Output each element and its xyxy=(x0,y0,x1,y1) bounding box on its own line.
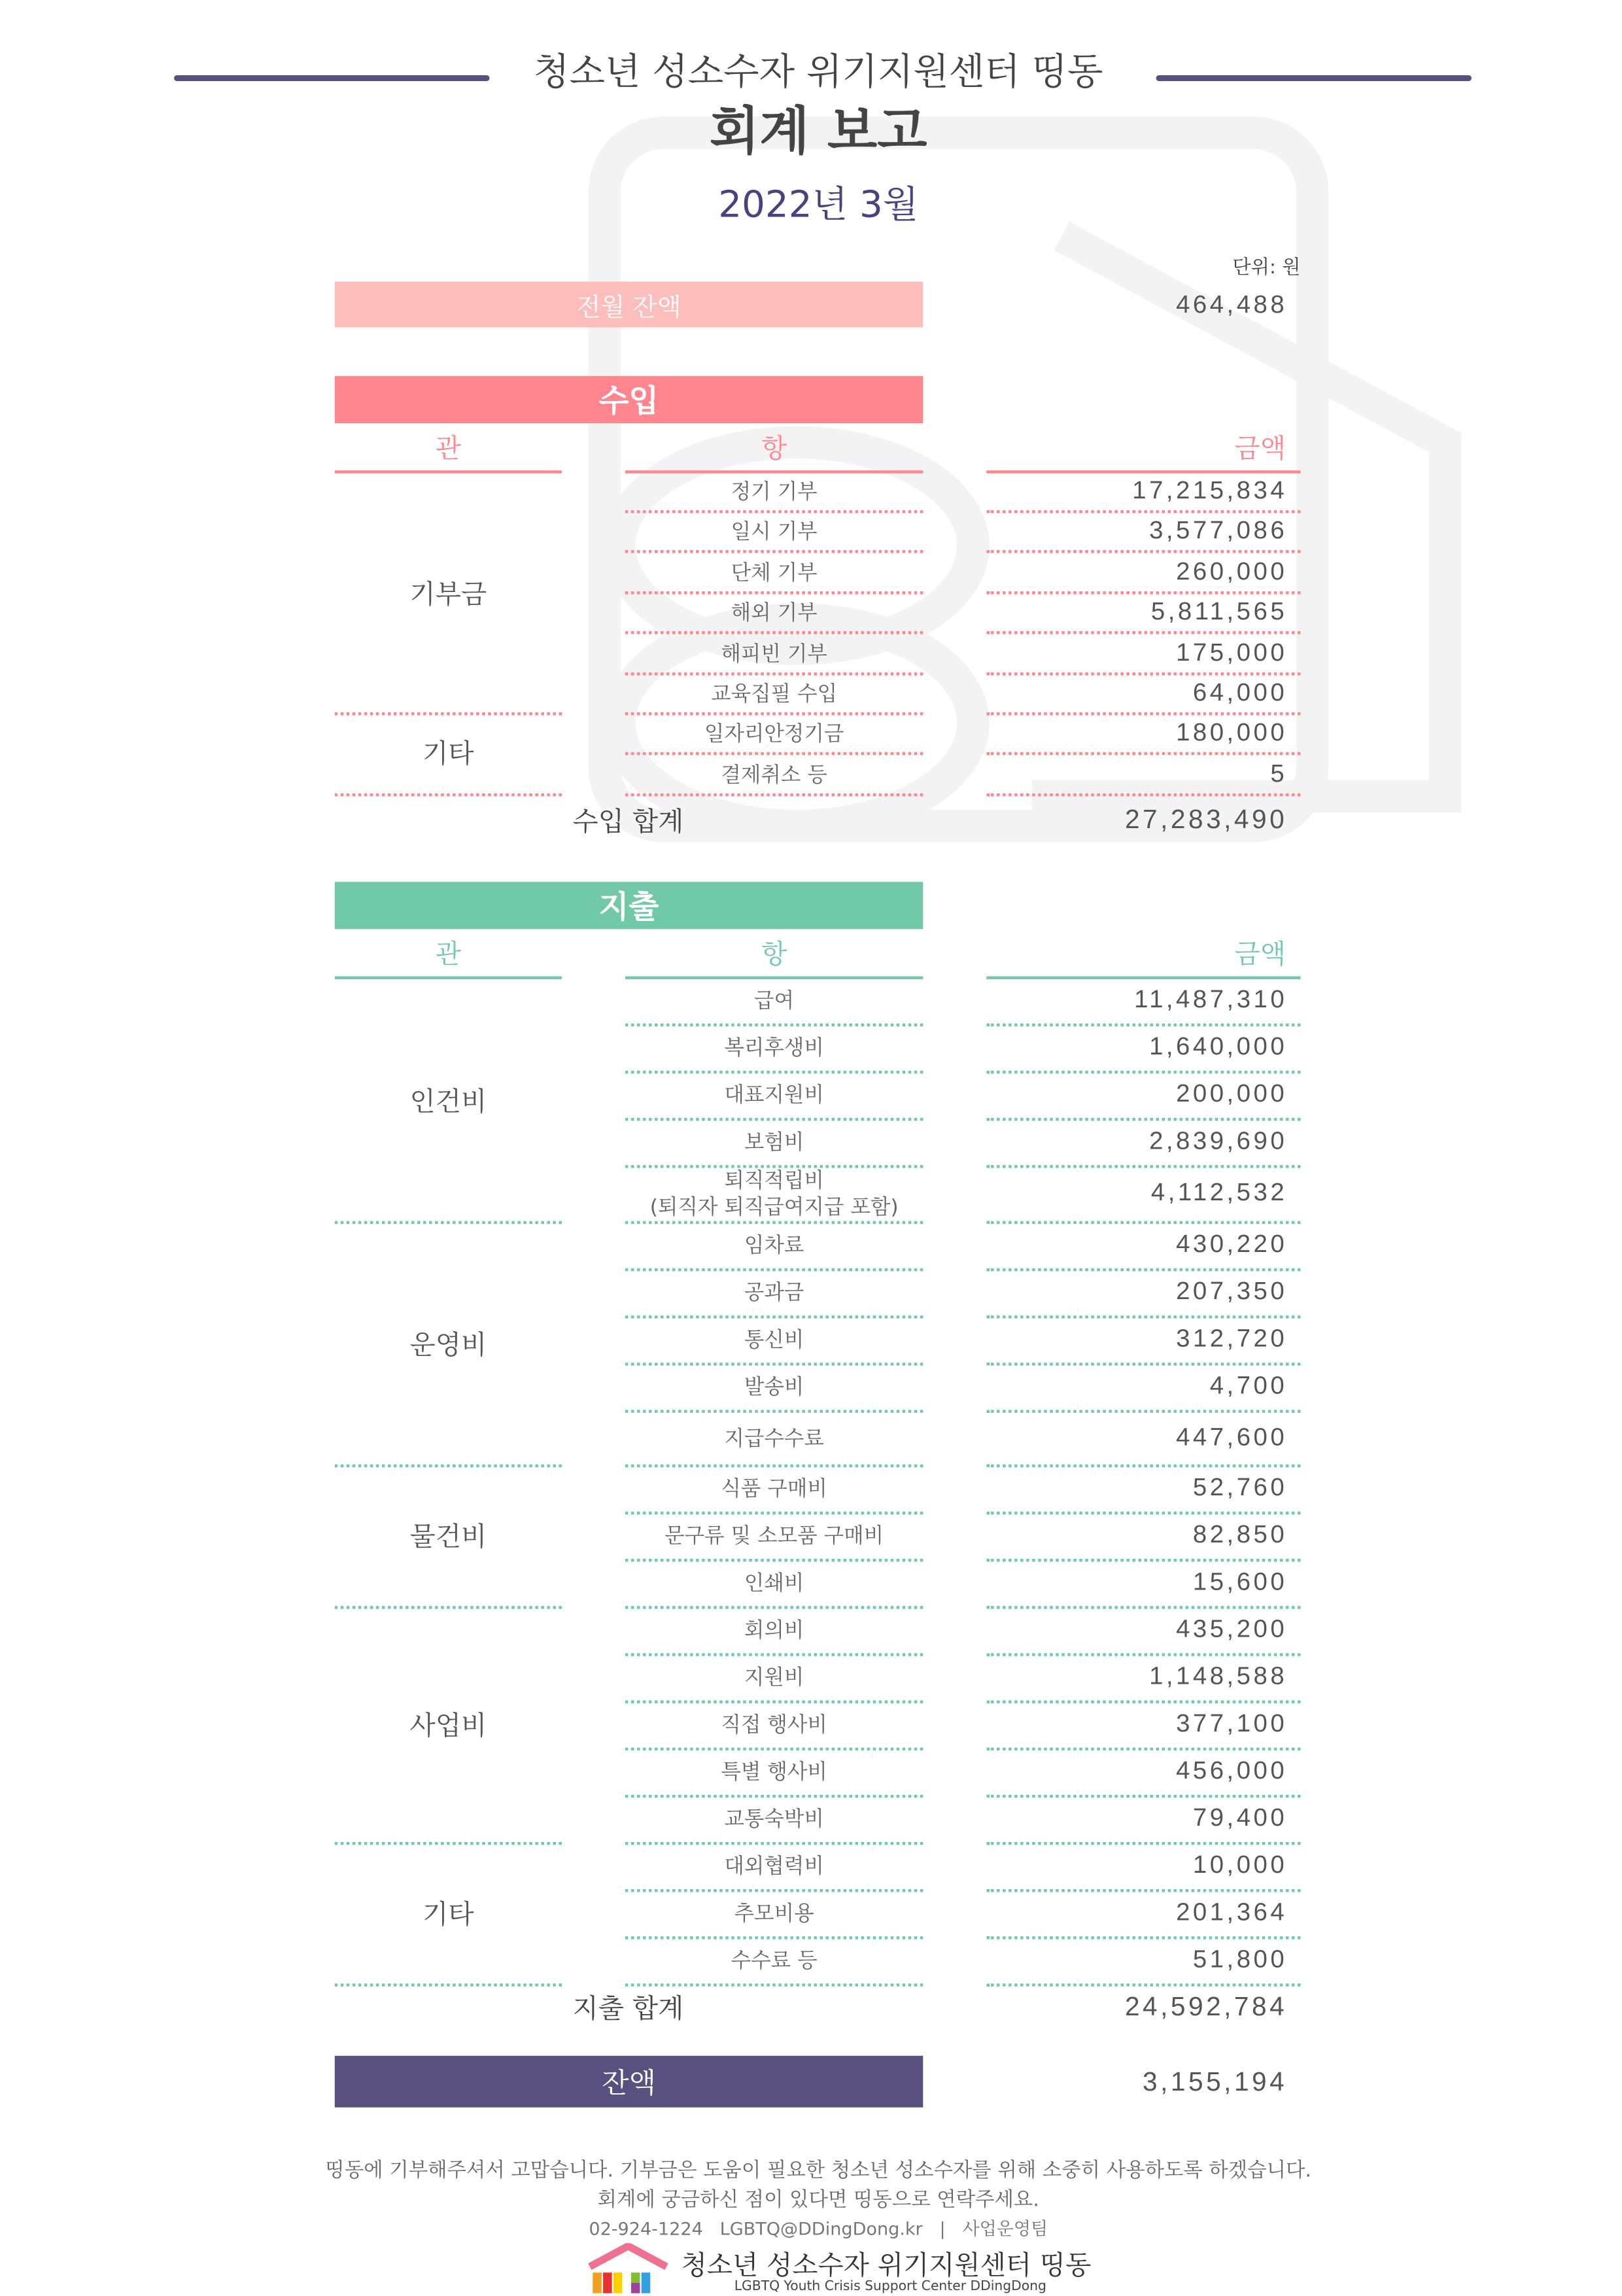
header-rule xyxy=(625,976,923,979)
item-label: 교통숙박비 xyxy=(724,1808,824,1832)
item-label: 인쇄비 xyxy=(744,1572,804,1596)
separator: | xyxy=(939,2218,946,2240)
prev-balance-value: 464,488 xyxy=(1176,290,1288,319)
income-bar xyxy=(335,376,923,423)
row-divider xyxy=(625,1795,923,1798)
row-divider xyxy=(986,1268,1300,1272)
item-label: 임차료 xyxy=(744,1234,804,1259)
expense-title: 지출 xyxy=(598,889,659,925)
row-divider xyxy=(625,510,923,513)
row-divider xyxy=(986,631,1300,635)
item-label: 통신비 xyxy=(744,1329,804,1353)
header-rule xyxy=(335,976,562,979)
amount-value: 4,700 xyxy=(1209,1371,1288,1400)
row-divider xyxy=(986,1024,1300,1027)
item-label: 회의비 xyxy=(744,1619,804,1643)
item-label: 공과금 xyxy=(744,1281,804,1306)
total-value: 27,283,490 xyxy=(1124,804,1288,834)
row-divider xyxy=(625,1071,923,1074)
category-divider xyxy=(335,1221,562,1225)
column-header-item: 항 xyxy=(761,433,787,465)
row-divider xyxy=(625,1653,923,1656)
amount-value: 2,839,690 xyxy=(1149,1126,1288,1155)
amount-value: 207,350 xyxy=(1176,1277,1288,1306)
row-divider xyxy=(986,1410,1300,1413)
expense-bar xyxy=(335,882,923,929)
amount-value: 1,148,588 xyxy=(1149,1661,1288,1690)
header-rule-right xyxy=(1156,75,1472,81)
header-rule xyxy=(335,470,562,474)
category-label: 인건비 xyxy=(409,1086,487,1117)
row-divider xyxy=(986,1118,1300,1121)
row-divider xyxy=(986,1748,1300,1751)
header-rule-left xyxy=(174,75,489,81)
row-divider xyxy=(625,1983,923,1987)
row-divider xyxy=(986,1889,1300,1892)
total-label: 수입 합계 xyxy=(572,807,684,838)
item-label: 급여 xyxy=(754,989,795,1013)
row-divider xyxy=(986,1936,1300,1939)
amount-value: 447,600 xyxy=(1176,1423,1288,1452)
row-divider xyxy=(625,793,923,796)
category-divider xyxy=(335,1983,562,1987)
item-label: 보험비 xyxy=(744,1131,804,1155)
amount-value: 201,364 xyxy=(1176,1898,1288,1926)
row-divider xyxy=(625,631,923,635)
amount-value: 11,487,310 xyxy=(1134,985,1288,1013)
amount-value: 180,000 xyxy=(1176,718,1288,747)
row-divider xyxy=(986,1559,1300,1562)
amount-value: 5 xyxy=(1270,759,1288,788)
category-divider xyxy=(335,1842,562,1845)
row-divider xyxy=(625,1512,923,1515)
footer-contact xyxy=(589,2216,1048,2240)
page-title: 회계 보고 xyxy=(710,103,927,162)
item-label: 직접 행사비 xyxy=(721,1713,827,1737)
row-divider xyxy=(625,551,923,554)
category-label: 기타 xyxy=(423,739,474,771)
row-divider xyxy=(625,1700,923,1703)
column-header-item: 항 xyxy=(761,939,787,971)
prev-balance-label: 전월 잔액 xyxy=(576,293,682,323)
email-link[interactable]: LGBTQ@DDingDong.kr xyxy=(719,2218,923,2240)
item-label: 식품 구매비 xyxy=(721,1478,827,1502)
item-label: 정기 기부 xyxy=(731,480,818,505)
item-label: 단체 기부 xyxy=(731,561,818,585)
item-label: 복리후생비 xyxy=(724,1036,824,1060)
phone-number: 02-924-1224 xyxy=(589,2218,703,2240)
team-name: 사업운영팀 xyxy=(962,2218,1048,2240)
row-divider xyxy=(625,1363,923,1366)
ddingdong-logo-icon xyxy=(587,2243,669,2296)
amount-value: 79,400 xyxy=(1192,1803,1288,1832)
amount-value: 82,850 xyxy=(1192,1520,1288,1549)
column-header-amount: 금액 xyxy=(1234,939,1286,971)
row-divider xyxy=(625,1889,923,1892)
item-label: 지급수수료 xyxy=(724,1427,824,1452)
row-divider xyxy=(986,551,1300,554)
item-label: 발송비 xyxy=(744,1376,804,1400)
amount-value: 456,000 xyxy=(1176,1756,1288,1784)
item-label: 결제취소 등 xyxy=(721,763,827,788)
column-header-category: 관 xyxy=(435,433,461,465)
amount-value: 430,220 xyxy=(1176,1230,1288,1259)
row-divider xyxy=(986,1221,1300,1225)
amount-value: 52,760 xyxy=(1192,1473,1288,1502)
category-divider xyxy=(335,793,562,796)
row-divider xyxy=(986,793,1300,796)
logo-subtitle: LGBTQ Youth Crisis Support Center DDingDong xyxy=(734,2280,1046,2295)
amount-value: 15,600 xyxy=(1192,1567,1288,1596)
amount-value: 1,640,000 xyxy=(1149,1032,1288,1060)
row-divider xyxy=(625,1842,923,1845)
row-divider xyxy=(986,510,1300,513)
row-divider xyxy=(625,672,923,675)
item-label: 대표지원비 xyxy=(724,1084,824,1108)
amount-value: 175,000 xyxy=(1176,638,1288,667)
amount-value: 435,200 xyxy=(1176,1614,1288,1643)
row-divider xyxy=(986,1315,1300,1319)
header-rule xyxy=(986,470,1300,474)
amount-value: 64,000 xyxy=(1192,678,1288,706)
row-divider xyxy=(625,1606,923,1609)
row-divider xyxy=(986,753,1300,756)
category-divider xyxy=(335,712,562,716)
row-divider xyxy=(986,1795,1300,1798)
amount-value: 17,215,834 xyxy=(1132,476,1288,505)
column-header-category: 관 xyxy=(435,939,461,971)
row-divider xyxy=(625,1024,923,1027)
balance-label: 잔액 xyxy=(602,2067,656,2100)
category-label: 운영비 xyxy=(409,1329,487,1361)
amount-value: 10,000 xyxy=(1192,1851,1288,1879)
amount-value: 260,000 xyxy=(1176,557,1288,585)
amount-value: 5,811,565 xyxy=(1150,597,1288,626)
item-label: 교육집필 수입 xyxy=(711,682,838,706)
item-label: 지원비 xyxy=(744,1666,804,1690)
row-divider xyxy=(986,1653,1300,1656)
row-divider xyxy=(625,1465,923,1468)
row-divider xyxy=(986,712,1300,716)
row-divider xyxy=(625,1315,923,1319)
item-label: 해외 기부 xyxy=(731,602,818,626)
header-rule xyxy=(625,470,923,474)
row-divider xyxy=(986,1465,1300,1468)
total-value: 24,592,784 xyxy=(1124,1991,1288,2021)
item-label: 일자리안정기금 xyxy=(704,723,844,747)
unit-label: 단위: 원 xyxy=(1232,257,1301,280)
amount-value: 51,800 xyxy=(1192,1945,1288,1974)
category-divider xyxy=(335,1606,562,1609)
footer-thanks: 띵동에 기부해주셔서 고맙습니다. 기부금은 도움이 필요한 청소년 성소수자를 위해 소중히 사용하도록 하겠습니다. xyxy=(325,2159,1312,2183)
row-divider xyxy=(625,1559,923,1562)
prev-balance-bar xyxy=(335,282,923,328)
category-divider xyxy=(335,1465,562,1468)
row-divider xyxy=(986,1700,1300,1703)
item-note: (퇴직자 퇴직급여지급 포함) xyxy=(649,1196,899,1220)
item-label: 수수료 등 xyxy=(731,1949,818,1974)
row-divider xyxy=(625,753,923,756)
report-period: 2022년 3월 xyxy=(718,183,919,226)
item-label: 일시 기부 xyxy=(731,521,818,545)
row-divider xyxy=(625,1118,923,1121)
item-label: 대외협력비 xyxy=(724,1855,824,1879)
category-label: 물건비 xyxy=(409,1522,487,1553)
item-label: 특별 행사비 xyxy=(721,1760,827,1784)
row-divider xyxy=(625,1748,923,1751)
row-divider xyxy=(986,672,1300,675)
row-divider xyxy=(625,591,923,595)
row-divider xyxy=(625,1268,923,1272)
balance-bar xyxy=(335,2056,923,2108)
footer-contact-note: 회계에 궁금하신 점이 있다면 띵동으로 연락주세요. xyxy=(597,2188,1039,2212)
row-divider xyxy=(986,1606,1300,1609)
balance-value: 3,155,194 xyxy=(1143,2066,1288,2096)
item-label: 추모비용 xyxy=(734,1902,814,1926)
row-divider xyxy=(625,1936,923,1939)
row-divider xyxy=(986,1842,1300,1845)
row-divider xyxy=(986,1363,1300,1366)
item-label: 해피빈 기부 xyxy=(721,642,827,667)
row-divider xyxy=(986,1512,1300,1515)
row-divider xyxy=(986,591,1300,595)
logo-name: 청소년 성소수자 위기지원센터 띵동 xyxy=(681,2250,1092,2282)
row-divider xyxy=(625,712,923,716)
row-divider xyxy=(986,1071,1300,1074)
row-divider xyxy=(625,1410,923,1413)
income-title: 수입 xyxy=(598,383,659,419)
row-divider xyxy=(986,1165,1300,1168)
amount-value: 4,112,532 xyxy=(1150,1178,1288,1207)
amount-value: 312,720 xyxy=(1176,1324,1288,1353)
category-label: 기타 xyxy=(423,1899,474,1931)
item-label: 문구류 및 소모품 구매비 xyxy=(664,1525,884,1549)
amount-value: 200,000 xyxy=(1176,1079,1288,1108)
category-label: 기부금 xyxy=(409,578,487,610)
row-divider xyxy=(986,1983,1300,1987)
amount-value: 3,577,086 xyxy=(1149,516,1288,545)
header-rule xyxy=(986,976,1300,979)
column-header-amount: 금액 xyxy=(1234,433,1286,465)
category-label: 사업비 xyxy=(409,1711,487,1742)
amount-value: 377,100 xyxy=(1176,1709,1288,1737)
row-divider xyxy=(625,1221,923,1225)
org-name: 청소년 성소수자 위기지원센터 띵동 xyxy=(534,50,1103,94)
total-label: 지출 합계 xyxy=(572,1994,684,2025)
item-label: 퇴직적립비 xyxy=(724,1169,824,1193)
